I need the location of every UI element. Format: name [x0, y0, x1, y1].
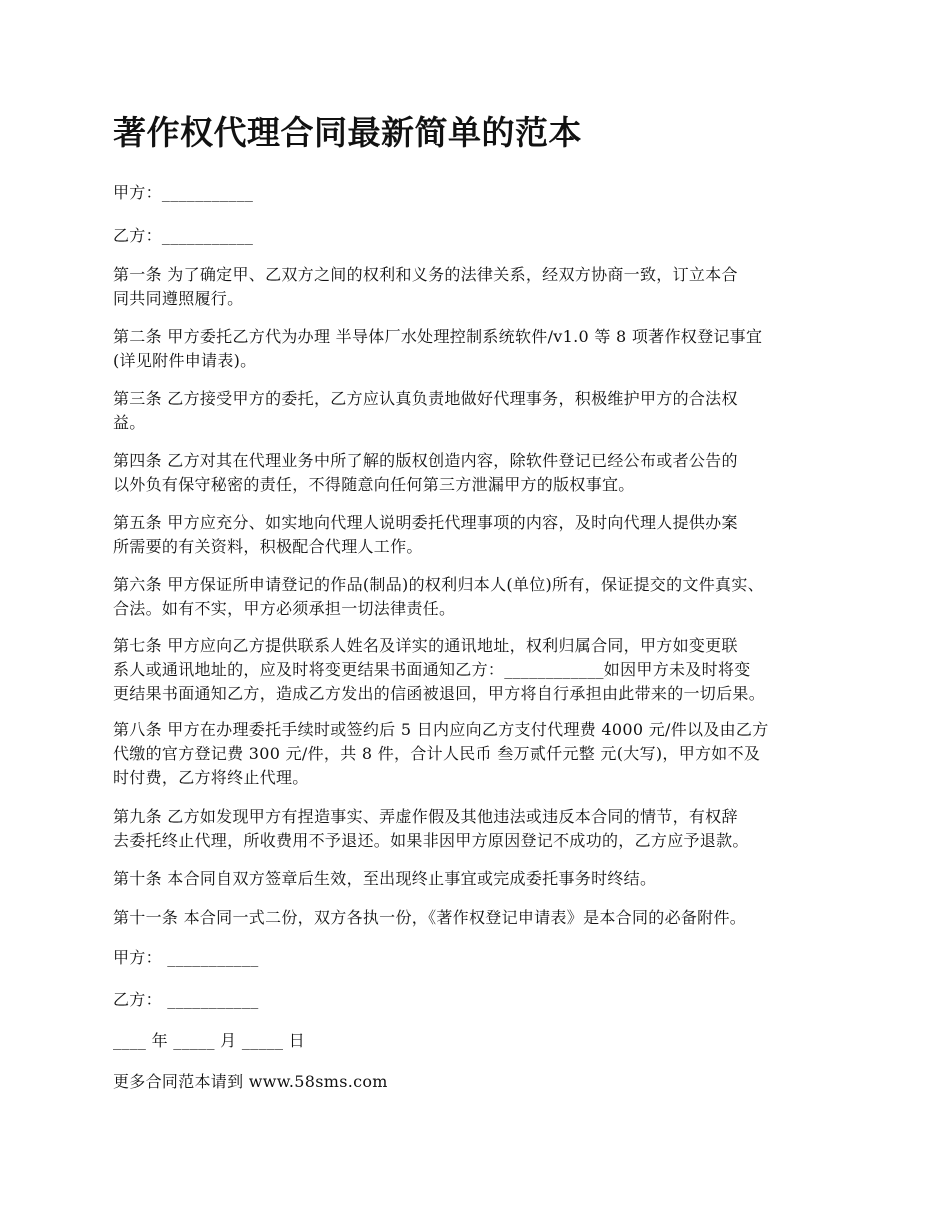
clause-9: 第九条 乙方如发现甲方有捏造事实、弄虚作假及其他违法或违反本合同的情节，有权辞 去委托终止代理，所收费用不予退还。如果非因甲方原因登记不成功的，乙方应予退款。	[113, 807, 749, 850]
clause-6: 第六条 甲方保证所申请登记的作品(制品)的权利归本人(单位)所有，保证提交的文件真实、 合法。如有不实，甲方必须承担一切法律责任。	[113, 575, 764, 618]
clause-5: 第五条 甲方应充分、如实地向代理人说明委托代理事项的内容，及时向代理人提供办案 所需要的有关资料，积极配合代理人工作。	[113, 513, 738, 556]
clause-11: 第十一条 本合同一式二份，双方各执一份，《著作权登记申请表》是本合同的必备附件。	[113, 908, 747, 927]
party-a-line: 甲方：___________	[113, 183, 254, 202]
clause-4: 第四条 乙方对其在代理业务中所了解的版权创造内容，除软件登记已经公布或者公告的 以外负有保守秘密的责任，不得随意向任何第三方泄漏甲方的版权事宜。	[113, 451, 738, 494]
clause-2: 第二条 甲方委托乙方代为办理 半导体厂水处理控制系统软件/v1.0 等 8 项著作权登记事宜 (详见附件申请表)。	[113, 327, 763, 370]
document-title: 著作权代理合同最新简单的范本	[113, 113, 582, 152]
signature-a: 甲方： ___________	[113, 948, 259, 967]
clause-10: 第十条 本合同自双方签章后生效，至出现终止事宜或完成委托事务时终结。	[113, 869, 657, 888]
clause-7: 第七条 甲方应向乙方提供联系人姓名及详实的通讯地址，权利归属合同，甲方如变更联 系人或通讯地址的，应及时将变更结果书面通知乙方：____________如因甲方未及时将变 更结果书面通知乙方，造成乙方发出的信函被退回，甲方将自行承担由此带来的一切后果。	[113, 636, 766, 703]
clause-3: 第三条 乙方接受甲方的委托，乙方应认真负责地做好代理事务，积极维护甲方的合法权 益。	[113, 389, 738, 432]
clause-8: 第八条 甲方在办理委托手续时或签约后 5 日内应向乙方支付代理费 4000 元/件以及由乙方 代缴的官方登记费 300 元/件，共 8 件，合计人民币 叁万贰仟元整 元(大写)，甲方如不及 时付费，乙方将终止代理。	[113, 720, 769, 787]
date-line: ____ 年 _____ 月 _____ 日	[113, 1031, 306, 1050]
clause-1: 第一条 为了确定甲、乙双方之间的权利和义务的法律关系，经双方协商一致，订立本合 同共同遵照履行。	[113, 265, 738, 308]
signature-b: 乙方： ___________	[113, 990, 259, 1009]
footer-link-text: 更多合同范本请到 www.58sms.com	[113, 1072, 388, 1091]
party-b-line: 乙方：___________	[113, 226, 254, 245]
